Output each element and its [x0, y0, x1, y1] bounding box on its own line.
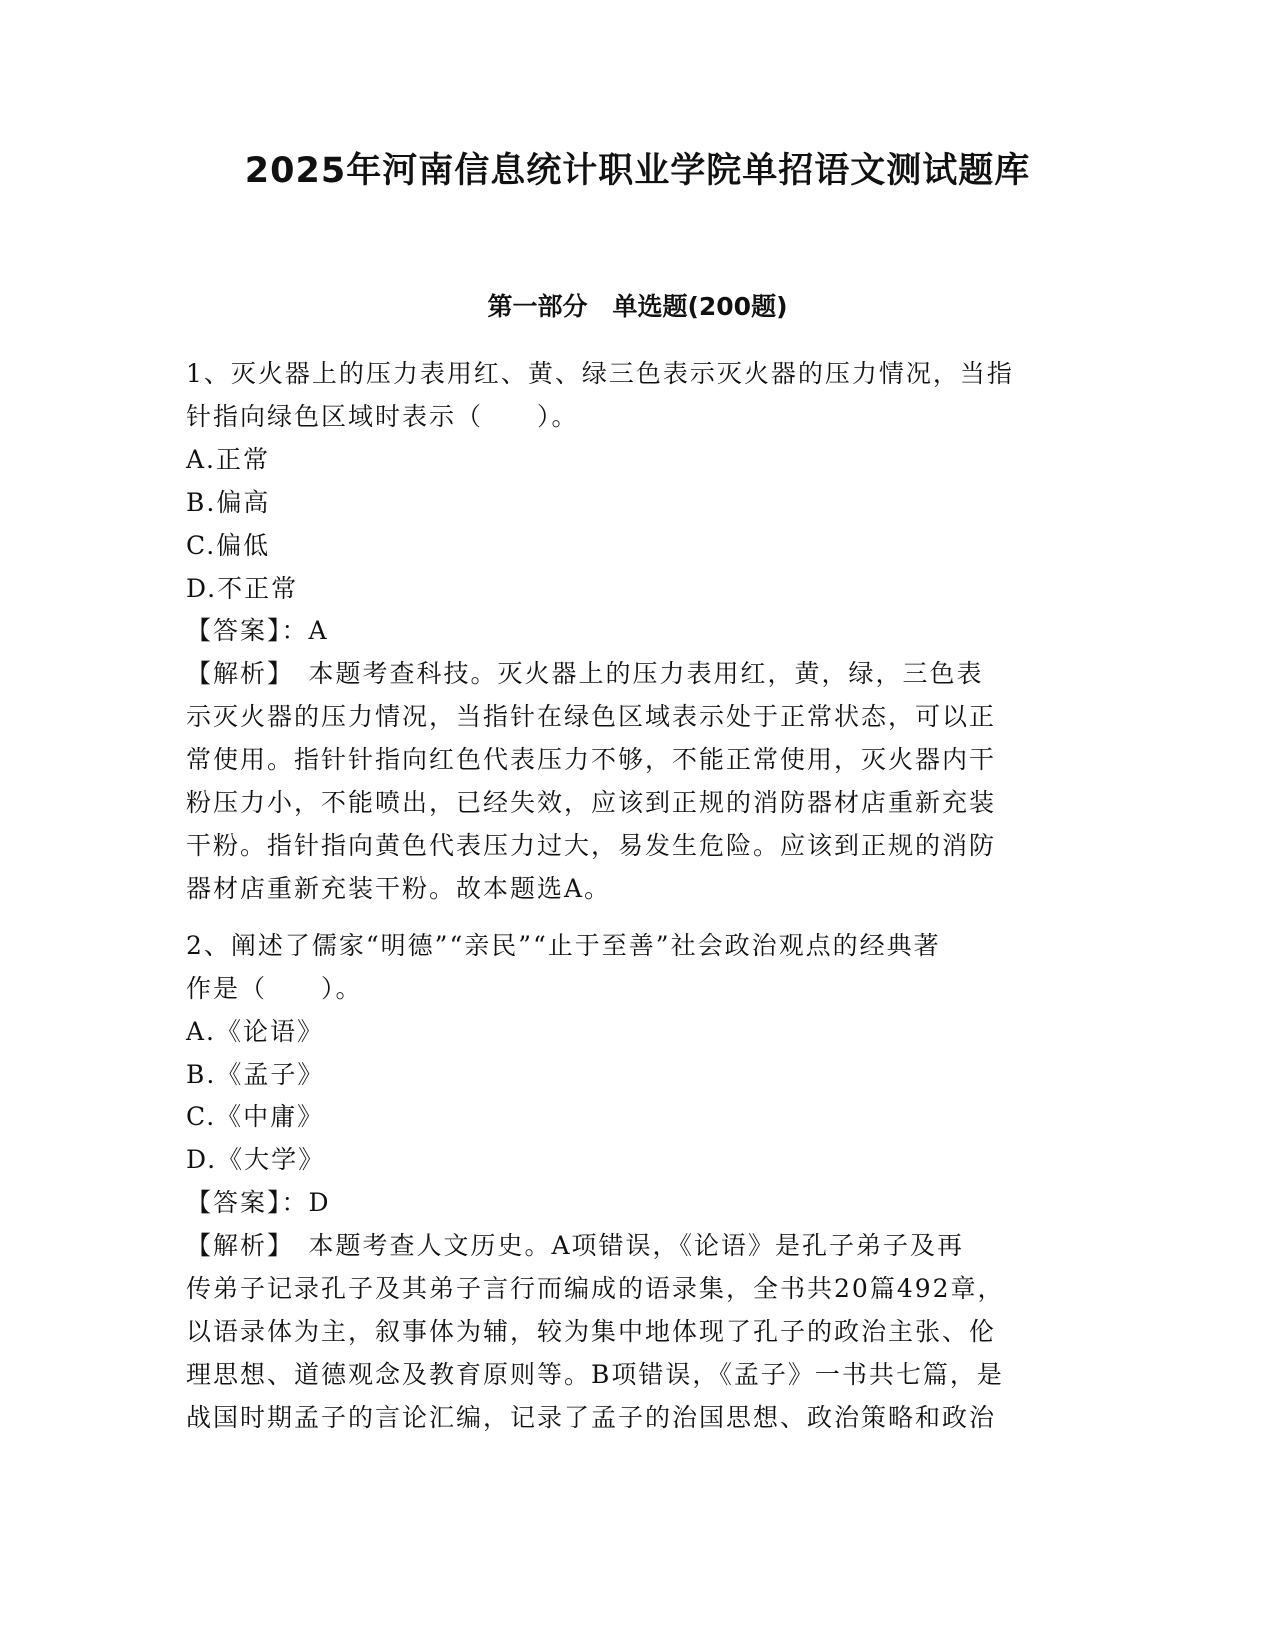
analysis-line: 器材店重新充装干粉。故本题选A。: [186, 873, 612, 903]
option-list: [186, 439, 1091, 611]
analysis-line: 常使用。指针针指向红色代表压力不够，不能正常使用，灭火器内干: [186, 745, 997, 775]
section-title: 第一部分 单选题(200题): [487, 292, 788, 321]
document-title: 2025年河南信息统计职业学院单招语文测试题库: [244, 151, 1031, 191]
stem-line: 针指向绿色区域时表示（ ）。: [186, 401, 579, 431]
analysis-line: 理思想、道德观念及教育原则等。B项错误，《孟子》一书共七篇，是: [186, 1359, 1004, 1389]
question-stem: [186, 925, 1091, 1011]
analysis-line: 战国时期孟子的言论汇编，记录了孟子的治国思想、政治策略和政治: [186, 1402, 997, 1432]
stem-line: 2、阐述了儒家“明德”“亲民”“止于至善”社会政治观点的经典著: [186, 930, 941, 960]
stem-line: 作是（ ）。: [186, 973, 363, 1003]
option-list: [186, 1011, 1091, 1183]
answer-value: A: [308, 616, 329, 646]
question-2: [186, 925, 1091, 1440]
question-1: [186, 353, 1091, 911]
stem-line: 1、灭火器上的压力表用红、黄、绿三色表示灭火器的压力情况，当指: [186, 359, 1014, 388]
analysis-line: 【解析】 本题考查科技。灭火器上的压力表用红，黄，绿，三色表: [186, 659, 984, 689]
option-c: C.《中庸》: [186, 1102, 325, 1132]
analysis-line: 以语录体为主，叙事体为辅，较为集中地体现了孔子的政治主张、伦: [186, 1316, 997, 1346]
answer-separator: ：: [281, 616, 309, 646]
analysis-line: 传弟子记录孔子及其弟子言行而编成的语录集，全书共20篇492章，: [186, 1274, 1005, 1304]
question-list: [186, 353, 1091, 1440]
analysis-line: 【解析】 本题考查人文历史。A项错误，《论语》是孔子弟子及再: [186, 1231, 965, 1261]
option-a: A.正常: [186, 444, 271, 474]
option-b: B.《孟子》: [186, 1059, 325, 1089]
analysis-line: 粉压力小，不能喷出，已经失效，应该到正规的消防器材店重新充装: [186, 788, 997, 818]
question-stem: [186, 353, 1091, 439]
analysis-line: 示灭火器的压力情况，当指针在绿色区域表示处于正常状态，可以正: [186, 702, 997, 732]
answer-separator: ：: [281, 1188, 309, 1218]
option-d: D.不正常: [186, 573, 299, 603]
answer-label: 【答案】: [186, 616, 282, 646]
answer-label: 【答案】: [186, 1188, 282, 1218]
option-d: D.《大学》: [186, 1145, 326, 1175]
option-c: C.偏低: [186, 530, 271, 560]
answer-row: [186, 1182, 1091, 1225]
option-b: B.偏高: [186, 487, 271, 517]
analysis-line: 干粉。指针指向黄色代表压力过大，易发生危险。应该到正规的消防: [186, 830, 997, 860]
answer-row: [186, 610, 1091, 653]
option-a: A.《论语》: [186, 1016, 325, 1046]
analysis-text: [186, 653, 1091, 910]
answer-value: D: [308, 1188, 331, 1218]
analysis-text: [186, 1225, 1091, 1440]
